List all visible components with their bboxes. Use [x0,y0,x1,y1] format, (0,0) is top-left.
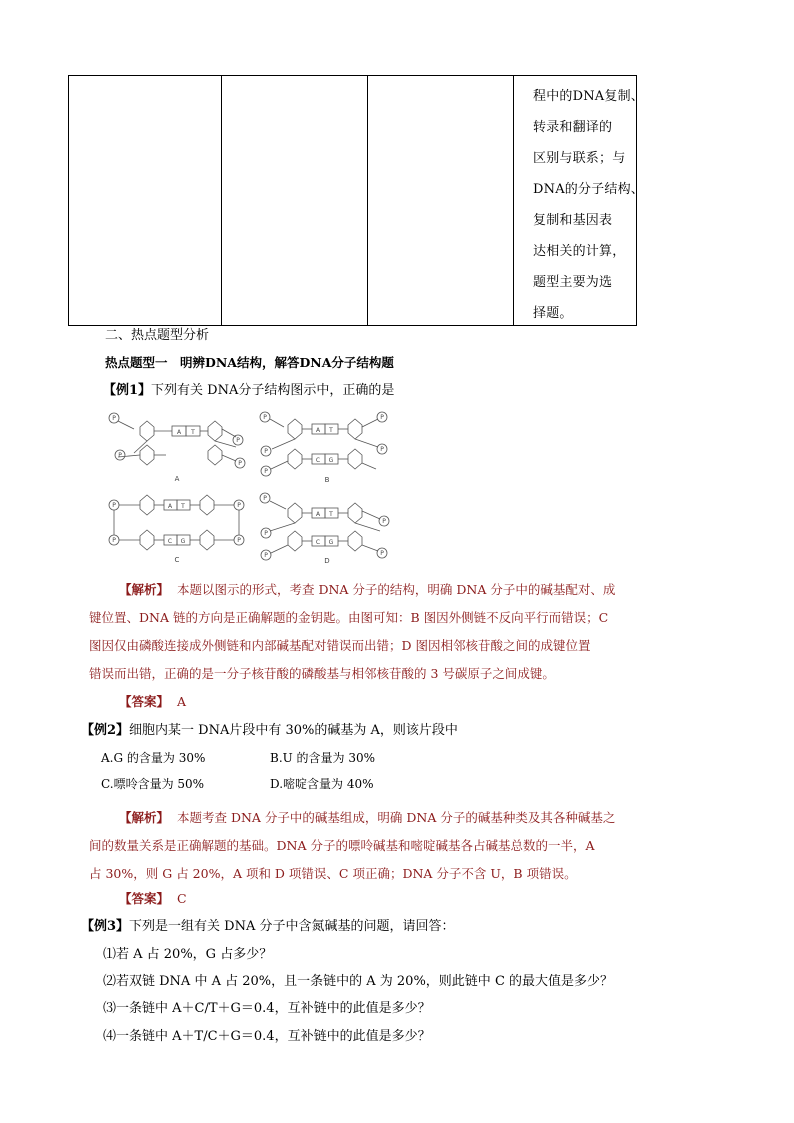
example2-analysis [89,804,615,888]
phosphate-label: P [380,414,384,421]
example2-question: 细胞内某一 DNA片段中有 30%的碱基为 A，则该片段中 [129,723,458,738]
phosphate-label: P [380,446,384,453]
table-cell-line: 达相关的计算， [533,244,626,259]
phosphate-label: P [112,537,116,544]
base-label: C [315,457,321,464]
option-a: A.G 的含量为 30% [101,751,206,765]
phosphate-label: P [112,502,116,509]
curriculum-table [68,75,644,326]
phosphate-label: P [112,415,116,422]
option-b: B.U 的含量为 30% [270,751,376,765]
phosphate-label: P [237,537,241,544]
example2-tag: 【例2】 [81,723,130,738]
base-label: A [315,427,321,434]
phosphate-label: P [263,414,267,421]
example3-item-1: ⑴若 A 占 20%，G 占多少？ [103,947,273,962]
panel-label-a: A [174,475,180,483]
phosphate-label: P [264,530,268,537]
analysis-label: 【解析】 [119,582,170,597]
dna-structure-figure [100,405,410,567]
table-cell-line: 转录和翻译的 [533,120,613,135]
base-label: G [180,538,186,545]
table-cell-line: 复制和基因表 [533,213,613,228]
table-divider [221,76,222,325]
example1-question: 下列有关 DNA分子结构图示中，正确的是 [151,383,395,398]
phosphate-label: P [236,437,240,444]
analysis-line: 占 30%，则 G 占 20%，A 项和 D 项错误、C 项正确；DNA 分子不含 U，B 项错误。 [89,866,577,881]
analysis-line: 间的数量关系是正确解题的基础。DNA 分子的嘌呤碱基和嘧啶碱基各占碱基总数的一半，A [89,838,595,853]
base-label: T [329,427,333,434]
table-cell-line: 择题。 [533,306,573,321]
example3-item-3: ⑶一条链中 A＋C/T＋G＝0.4，互补链中的此值是多少？ [103,1001,431,1016]
phosphate-label: P [238,460,242,467]
panel-label-d: D [324,557,330,565]
base-label: A [176,429,182,436]
answer-label: 【答案】 [119,694,170,709]
analysis-line: 本题以图示的形式，考查 DNA 分子的结构，明确 DNA 分子中的碱基配对、成 [176,582,616,597]
example2-question-line [81,721,458,741]
base-label: G [328,539,334,546]
section-title: 二、热点题型分析 [105,328,210,343]
analysis-line: 错误而出错，正确的是一分子核苷酸的磷酸基与相邻核苷酸的 3 号碳原子之间成键。 [89,666,555,681]
example1-question-line [103,381,394,401]
phosphate-label: P [264,552,268,559]
table-cell-line: 程中的DNA复制、 [533,89,644,104]
example1-answer: A [176,694,186,709]
example2-answer-line [119,889,187,909]
table-divider [513,76,514,325]
phosphate-label: P [263,495,267,502]
example2-answer: C [176,891,187,906]
base-label: G [328,457,334,464]
base-label: T [329,511,333,518]
base-label: C [167,538,173,545]
table-divider [367,76,368,325]
analysis-line: 图因仅由磷酸连接成外侧链和内部碱基配对错误而出错；D 图因相邻核苷酸之间的成键位置 [89,638,591,653]
analysis-line: 键位置、DNA 链的方向是正确解题的金钥匙。由图可知：B 图因外侧链不反向平行而错误；C [89,610,609,625]
table-cell-line: 题型主要为选 [533,275,613,290]
analysis-line: 本题考查 DNA 分子中的碱基组成，明确 DNA 分子的碱基种类及其各种碱基之 [176,810,616,825]
base-label: A [167,503,173,510]
base-label: T [181,503,185,510]
phosphate-label: P [237,502,241,509]
panel-label-b: B [324,476,330,484]
option-c: C.嘌呤含量为 50% [101,777,205,791]
example3-item-2: ⑵若双链 DNA 中 A 占 20%，且一条链中的 A 为 20%，则此链中 C 的最大值是多少？ [103,974,614,989]
analysis-label: 【解析】 [119,810,170,825]
example1-answer-line [119,692,186,712]
phosphate-label: P [264,468,268,475]
table-cell-line: 区别与联系；与 [533,151,626,166]
hot-type-title: 热点题型一 明辨DNA结构，解答DNA分子结构题 [105,355,394,370]
answer-label: 【答案】 [119,891,170,906]
phosphate-label: P [380,550,384,557]
phosphate-label: P [382,518,386,525]
option-d: D.嘧啶含量为 40% [270,777,374,791]
table-cell-note [533,81,644,329]
example3-tag: 【例3】 [81,919,130,934]
phosphate-label: P [118,452,122,459]
example3-question-line [81,917,455,937]
example3-item-4: ⑷一条链中 A＋T/C＋G＝0.4，互补链中的此值是多少？ [103,1029,431,1044]
base-label: A [315,511,321,518]
panel-label-c: C [174,556,180,564]
example3-question: 下列是一组有关 DNA 分子中含氮碱基的问题，请回答： [129,919,455,934]
phosphate-label: P [264,448,268,455]
example1-analysis [89,576,615,688]
table-cell-line: DNA的分子结构、 [533,182,644,197]
dna-diagram [100,405,410,567]
base-label: C [315,539,321,546]
base-label: T [191,429,195,436]
example1-tag: 【例1】 [103,383,152,398]
